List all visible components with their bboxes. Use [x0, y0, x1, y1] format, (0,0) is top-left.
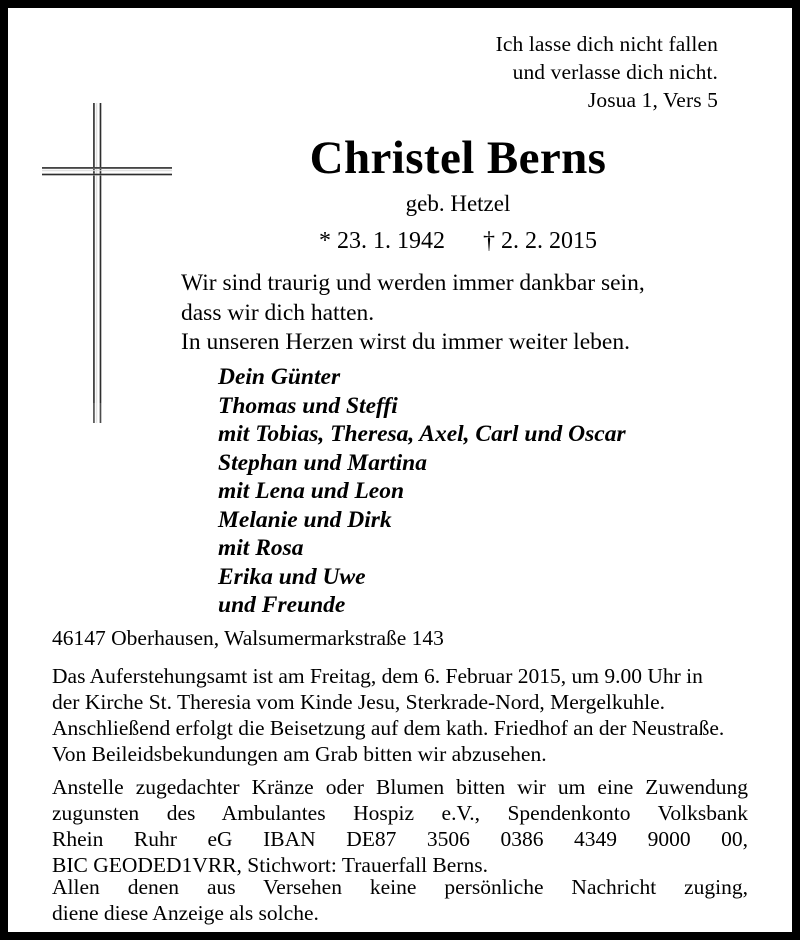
christian-cross-icon: [42, 103, 172, 423]
mourner-line: Melanie und Dirk: [218, 506, 392, 533]
memorial-verse: [181, 269, 746, 358]
service-line-4: Von Beileidsbekundungen am Grab bitten wir abzusehen.: [52, 742, 547, 766]
mourner-line: mit Lena und Leon: [218, 478, 405, 504]
mourners-list: [218, 363, 746, 620]
donation-line-1: Anstelle zugedachter Kränze oder Blumen bitten wir um eine Zuwendung: [52, 775, 748, 799]
life-dates: [180, 226, 736, 256]
service-details: [52, 663, 748, 767]
mourner-line: Stephan und Martina: [218, 449, 427, 476]
scripture-line-1: Ich lasse dich nicht fallen: [495, 32, 718, 56]
address-line: 46147 Oberhausen, Walsumermarkstraße 143: [52, 626, 444, 650]
death-symbol: †: [483, 228, 495, 254]
scripture-reference: Josua 1, Vers 5: [587, 88, 718, 112]
closing-line-2: diene diese Anzeige als solche.: [52, 901, 319, 925]
birth-symbol: *: [319, 228, 331, 254]
death-date: 2. 2. 2015: [501, 228, 597, 254]
verse-line-3: In unseren Herzen wirst du immer weiter leben.: [181, 329, 630, 355]
donation-iban-line: Rhein Ruhr eG IBAN DE87 3506 0386 4349 9000 00,: [52, 827, 748, 851]
scripture-quote: [496, 30, 718, 114]
service-line-1: Das Auferstehungsamt ist am Freitag, dem 6. Februar 2015, um 9.00 Uhr in: [52, 664, 703, 688]
verse-line-1: Wir sind traurig und werden immer dankbar sein,: [181, 270, 645, 296]
donation-line-2: zugunsten des Ambulantes Hospiz e.V., Spendenkonto Volksbank: [52, 801, 748, 825]
deceased-name: Christel Berns: [309, 132, 607, 184]
notice-page: [8, 8, 792, 932]
verse-line-2: dass wir dich hatten.: [181, 299, 375, 326]
service-line-3: Anschließend erfolgt die Beisetzung auf dem kath. Friedhof an der Neustraße.: [52, 716, 725, 740]
mourner-line: Thomas und Steffi: [218, 392, 398, 419]
donation-request: [52, 774, 748, 878]
deceased-name-block: [180, 131, 736, 256]
scripture-line-2: und verlasse dich nicht.: [512, 60, 718, 84]
closing-line-1: Allen denen aus Versehen keine persönliche Nachricht zuging,: [52, 875, 748, 899]
maiden-name: geb. Hetzel: [405, 191, 511, 216]
closing-note: [52, 874, 748, 926]
mourner-line: mit Rosa: [218, 535, 304, 561]
mourner-line: Dein Günter: [218, 364, 341, 390]
donation-bic-line: BIC GEODED1VRR, Stichwort: Trauerfall Berns.: [52, 853, 488, 877]
mourner-line: Erika und Uwe: [218, 563, 366, 590]
mourner-line: und Freunde: [218, 592, 346, 618]
birth-date: 23. 1. 1942: [337, 228, 445, 254]
mourner-line: mit Tobias, Theresa, Axel, Carl und Oscar: [218, 421, 626, 447]
service-line-2: der Kirche St. Theresia vom Kinde Jesu, Sterkrade-Nord, Mergelkuhle.: [52, 690, 665, 714]
